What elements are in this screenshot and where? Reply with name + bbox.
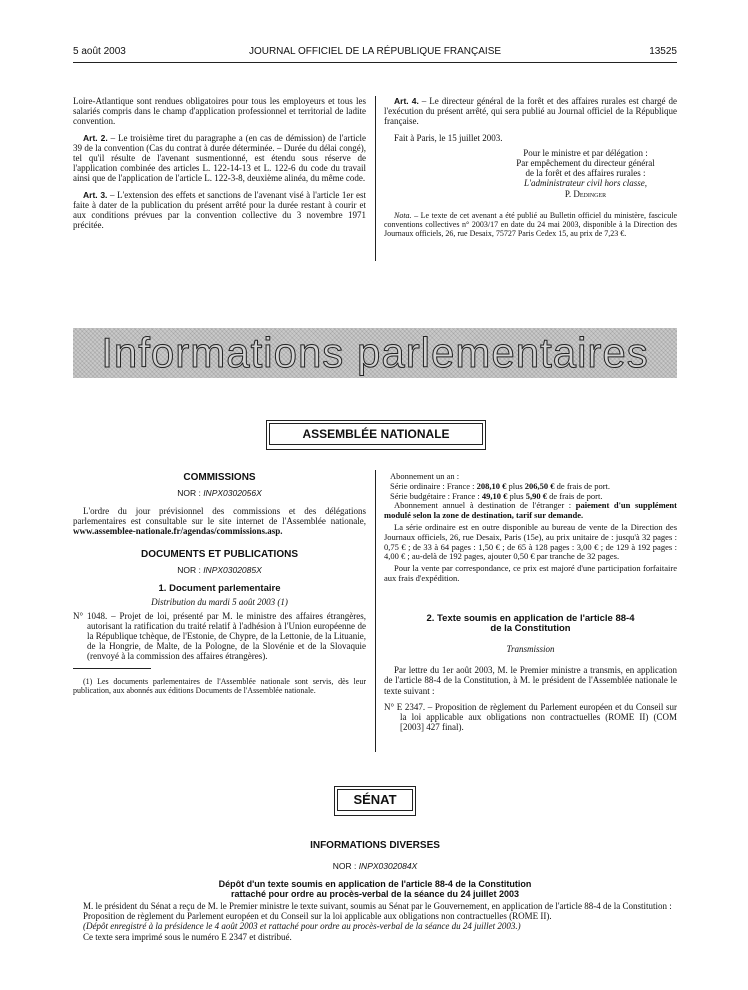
nor-label: NOR : — [177, 488, 204, 498]
article-3 — [73, 190, 366, 231]
commissions-paragraph — [73, 506, 366, 537]
serie-ordinaire-price: 208,10 € — [476, 480, 507, 491]
signature-line-1: Pour le ministre et par délégation : — [523, 147, 648, 158]
assemblee-nationale-box — [266, 420, 486, 450]
abonnement-head: Abonnement un an : — [390, 471, 460, 481]
depot-title-2: rattaché pour ordre au procès-verbal de la séance du 24 juillet 2003 — [230, 889, 520, 899]
proposition-e2347: N° E 2347. – Proposition de règlement du Parlement européen et du Conseil sur la loi applicable aux obligations non contractuelles (ROME II) (COM [2003] 427 final). — [384, 701, 677, 733]
article-4-text: – Le directeur général de la forêt et des affaires rurales est chargé de l'exécution du présent arrêté, qui sera publié au Journal officiel de la République française. — [384, 96, 677, 127]
footnote-separator — [73, 668, 151, 669]
page-header — [73, 46, 677, 60]
top-column-divider — [375, 96, 376, 261]
assemblee-nationale-title: ASSEMBLÉE NATIONALE — [269, 423, 483, 445]
nor-code: INPX0302085X — [203, 564, 262, 575]
signature-line-2: Par empêchement du directeur général — [516, 158, 655, 169]
serie-ordinaire-port: 206,50 € — [524, 480, 555, 491]
article-4-label: Art. 4. — [394, 96, 419, 106]
distribution-date: Distribution du mardi 5 août 2003 (1) — [151, 596, 288, 607]
commissions-text: L'ordre du jour prévisionnel des commissions et des délégations parlementaires est consultable sur le site internet de l'Assemblée nationale, — [73, 506, 366, 527]
nor-code: INPX0302056X — [203, 488, 262, 498]
signature-name: P. Dedinger — [564, 188, 607, 199]
docs-nor — [73, 565, 366, 575]
nota-text: – Le texte de cet avenant a été publié au Bulletin officiel du ministère, fascicule conventions collectives n° 2003/17 en date du 24 mai 2003, disponible à la Direction des Journaux officiels, 26, rue Desaix, 75727 Paris Cedex 15, au prix de 7,23 €. — [384, 210, 677, 238]
document-parlementaire-title: 1. Document parlementaire — [158, 582, 281, 594]
nor-label: NOR : — [177, 564, 204, 575]
informations-diverses-title: INFORMATIONS DIVERSES — [310, 840, 440, 851]
assemblee-left-column — [73, 472, 366, 703]
footnote: (1) Les documents parlementaires de l'Assemblée nationale sont servis, dès leur publication, aux abonnés aux éditions Documents de l'Assemblée nationale. — [73, 676, 366, 695]
commissions-nor — [73, 488, 366, 498]
fait-a-paris: Fait à Paris, le 15 juillet 2003. — [394, 132, 503, 143]
article-4 — [384, 96, 677, 127]
texte-soumis-title-1: 2. Texte soumis en application de l'article 88-4 — [426, 612, 635, 624]
nor-label: NOR : — [332, 861, 359, 871]
senat-paragraph-2: Proposition de règlement du Parlement européen et du Conseil sur la loi applicable aux obligations non contractuelles (ROME II). — [83, 911, 552, 922]
abonnement-etranger — [384, 501, 677, 521]
header-journal: JOURNAL OFFICIEL DE LA RÉPUBLIQUE FRANÇAISE — [248, 46, 502, 57]
serie-budgetaire-tail: de frais de port. — [546, 490, 603, 501]
header-rule — [73, 62, 677, 63]
nota-paragraph — [384, 211, 677, 238]
etranger-text: Abonnement annuel à destination de l'étranger : — [394, 500, 576, 511]
article-3-label: Art. 3. — [83, 189, 108, 200]
serie-budgetaire-port: 5,90 € — [525, 490, 547, 501]
commissions-url: www.assemblee-nationale.fr/agendas/commissions.asp. — [73, 526, 283, 537]
signature-line-3: de la forêt et des affaires rurales : — [525, 168, 646, 179]
header-date: 5 août 2003 — [73, 46, 126, 57]
article-2-text: – Le troisième tiret du paragraphe a (en cas de démission) de l'article 39 de la convention (Cas du contrat à durée déterminée. – Durée du délai congé), tel qu'il résulte de l'avenant susmentionné, est étendu sous réserve de l'application combinée des articles L. 122-14-13 et L. 122-6 du code du travail ainsi que de l'application de l'article L. 122-3-8, deuxième alinéa, du même code. — [73, 132, 366, 184]
senat-title: SÉNAT — [337, 789, 413, 811]
serie-ordinaire-label: Série ordinaire : France : — [390, 480, 477, 491]
lettre-paragraph: Par lettre du 1er août 2003, M. le Premier ministre a transmis, en application de l'article 88-4 de la Constitution, à M. le président de l'Assemblée nationale le texte suivant : — [384, 665, 677, 696]
senat-paragraph-1: M. le président du Sénat a reçu de M. le Premier ministre le texte suivant, soumis au Sénat par le Gouvernement, en application de l'article 88-4 de la Constitution : — [83, 901, 672, 911]
senat-paragraph-3: (Dépôt enregistré à la présidence le 4 août 2003 et rattaché pour ordre au procès-verbal de la séance du 24 juillet 2003.) — [83, 921, 521, 932]
nor-code: INPX0302084X — [358, 861, 418, 871]
serie-ordinaire-plus: plus — [506, 480, 525, 491]
senat-paragraph-4: Ce texte sera imprimé sous le numéro E 2347 et distribué. — [83, 931, 292, 942]
projet-de-loi-1048: N° 1048. – Projet de loi, présenté par M. le ministre des affaires étrangères, autorisant la ratification du traité relatif à l'adhésion à l'Union européenne de la République tchèque, de l'Estonie, de Chypre, de la Lettonie, de la Lituanie, de la Hongrie, de Malte, de la Pologne, de la Slovénie et de la Slovaquie (renvoyé à la commission des affaires étrangères). — [73, 610, 366, 662]
serie-budgetaire-label: Série budgétaire : France : — [390, 490, 482, 501]
etranger-bold: paiement d'un supplément modulé selon la zone de destination, tarif sur demande. — [384, 500, 677, 521]
serie-ordinaire-tail: de frais de port. — [554, 480, 611, 491]
senat-section — [73, 840, 677, 942]
signature-line-4: L'administrateur civil hors classe, — [524, 178, 647, 189]
nota-label: Nota. — [394, 210, 412, 220]
depot-title-1: Dépôt d'un texte soumis en application de l'article 88-4 de la Constitution — [218, 879, 532, 889]
assemblee-right-column — [384, 472, 677, 738]
vente-paragraph: La série ordinaire est en outre disponible au bureau de vente de la Direction des Journaux officiels, 26, rue Desaix, Paris (15e), au prix unitaire de : jusqu'à 32 pages : 0,75 € ; de 33 à 64 pages : 1,50 € ; de 65 à 128 pages : 3,00 € ; de 129 à 192 pages : 4,00 € ; au-delà de 192 pages, ajouter 0,50 € par tranche de 32 pages. — [384, 521, 677, 562]
commissions-title: COMMISSIONS — [183, 472, 256, 483]
correspondance-paragraph: Pour la vente par correspondance, ce prix est majoré d'une participation forfaitaire aux frais d'expédition. — [384, 563, 677, 583]
docs-publications-title: DOCUMENTS ET PUBLICATIONS — [140, 548, 299, 560]
header-page-number: 13525 — [649, 46, 677, 57]
informations-parlementaires-banner — [73, 328, 677, 378]
loire-atlantique-paragraph: Loire-Atlantique sont rendues obligatoires pour tous les employeurs et tous les salariés compris dans le champ d'application professionnel et territorial de ladite convention. — [73, 96, 366, 127]
senat-nor — [73, 861, 677, 871]
banner-title: Informations parlementaires — [101, 329, 649, 376]
signature-block — [494, 148, 677, 199]
texte-soumis-title-2: de la Constitution — [490, 622, 571, 634]
serie-budgetaire-price: 49,10 € — [481, 490, 508, 501]
serie-budgetaire-plus: plus — [507, 490, 526, 501]
assemblee-column-divider — [375, 470, 376, 752]
article-3-text: – L'extension des effets et sanctions de l'avenant visé à l'article 1er est faite à dater de la publication du présent arrêté pour la durée restant à courir et aux conditions prévues par la convention collective du 3 novembre 1971 précitée. — [73, 189, 366, 231]
top-left-column — [73, 96, 366, 236]
article-2-label: Art. 2. — [83, 132, 108, 143]
top-right-column — [384, 96, 677, 246]
article-2 — [73, 133, 366, 184]
transmission-heading: Transmission — [506, 644, 555, 655]
senat-box — [334, 786, 416, 816]
